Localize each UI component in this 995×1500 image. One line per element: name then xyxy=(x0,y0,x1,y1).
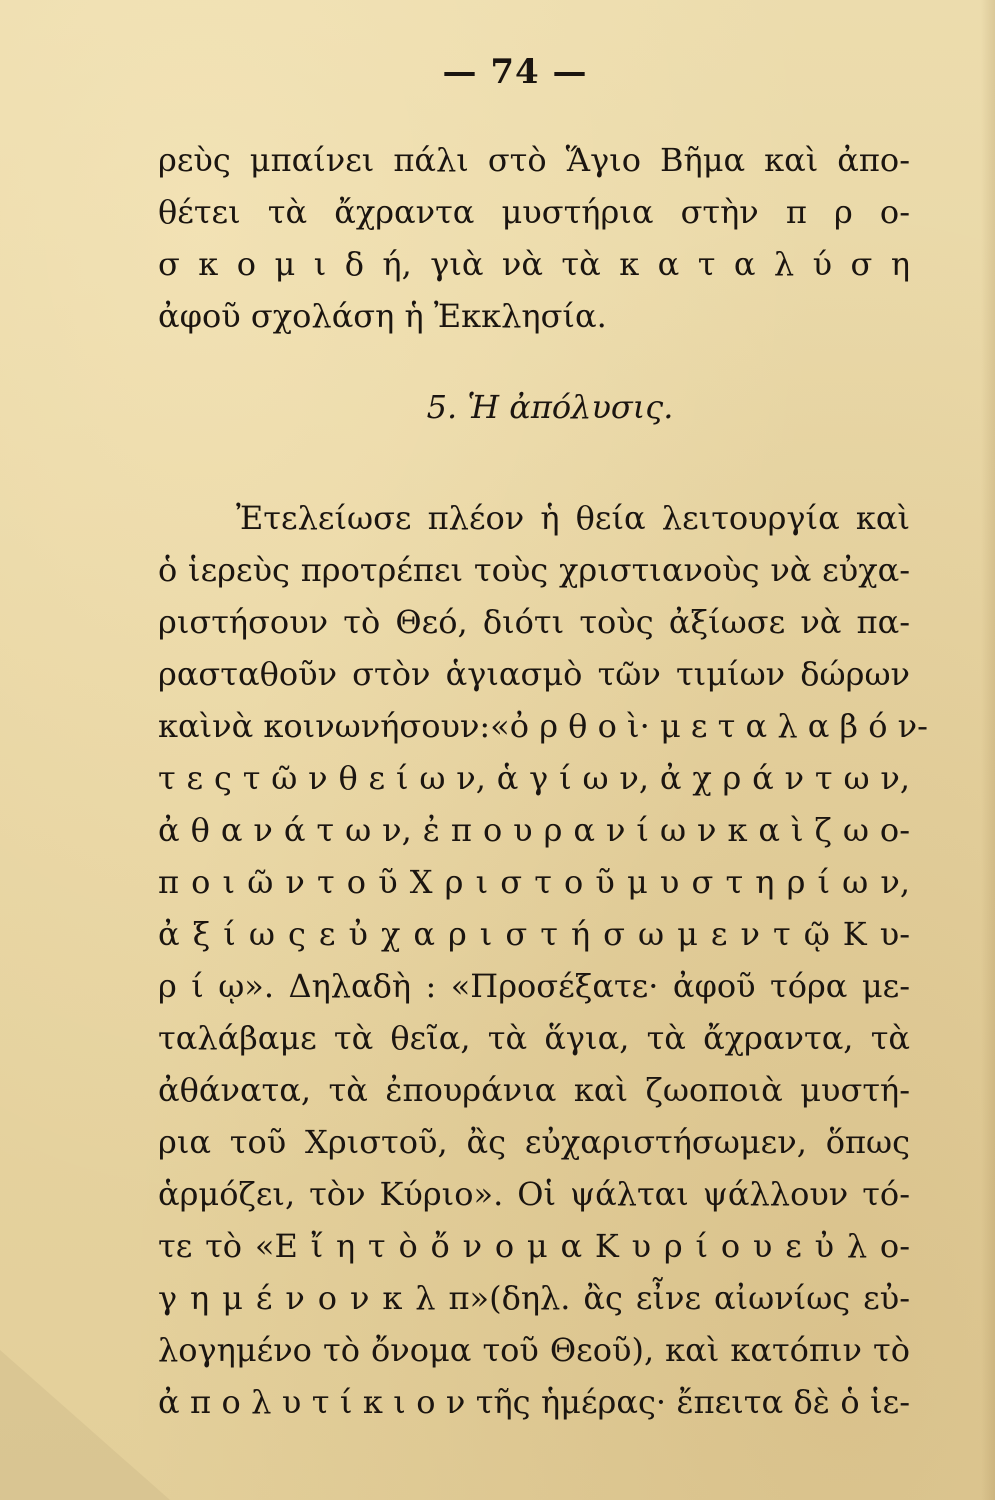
text-line: ἀφοῦ σχολάση ἡ Ἐκκλησία. xyxy=(158,297,607,335)
text-line: σ κ ο μ ι δ ή, γιὰ νὰ τὰ κ α τ α λ ύ σ η xyxy=(158,245,910,283)
text-line: ριστήσουν τὸ Θεό, διότι τοὺς ἀξίωσε νὰ πα- xyxy=(158,603,910,641)
text-line: ὁ ἱερεὺς προτρέπει τοὺς χριστιανοὺς νὰ εὐχα- xyxy=(158,551,910,589)
text-line: ρεὺς μπαίνει πάλι στὸ Ἅγιο Βῆμα καὶ ἀπο- xyxy=(158,141,910,179)
text-line: ρια τοῦ Χριστοῦ, ἂς εὐχαριστήσωμεν, ὅπως xyxy=(158,1123,910,1161)
text-line: ἀ π ο λ υ τ ί κ ι ο ν τῆς ἡμέρας· ἔπειτα δὲ ὁ ἱε- xyxy=(158,1383,910,1421)
text-line: ἁρμόζει, τὸν Κύριο». Οἱ ψάλται ψάλλουν τό- xyxy=(158,1175,910,1213)
text-line: ἀ θ α ν ά τ ω ν, ἐ π ο υ ρ α ν ί ω ν κ α ὶ ζ ω ο- xyxy=(158,811,910,849)
folded-corner xyxy=(0,1350,170,1500)
text-line: θέτει τὰ ἄχραντα μυστήρια στὴν π ρ ο- xyxy=(158,193,910,231)
paragraph-top xyxy=(158,134,910,342)
text-line: τ ε ς τ ῶ ν θ ε ί ω ν, ἁ γ ί ω ν, ἀ χ ρ ά ν τ ω ν, xyxy=(158,759,910,797)
section-heading: 5. Ἡ ἀπόλυσις. xyxy=(426,388,674,426)
paragraph-main xyxy=(158,492,928,1428)
text-line: ρασταθοῦν στὸν ἁγιασμὸ τῶν τιμίων δώρων xyxy=(158,655,910,693)
text-line: καὶνὰ κοινωνήσουν:«ὀ ρ θ ο ὶ· μ ε τ α λ α β ό ν- xyxy=(158,707,928,745)
text-line: ἀθάνατα, τὰ ἐπουράνια καὶ ζωοποιὰ μυστή- xyxy=(158,1071,910,1109)
text-line: τε τὸ «Ε ἴ η τ ὸ ὄ ν ο μ α Κ υ ρ ί ο υ ε ὐ λ ο- xyxy=(158,1227,910,1265)
text-line: ρ ί ῳ». Δηλαδὴ : «Προσέξατε· ἀφοῦ τόρα με- xyxy=(158,967,910,1005)
page-number: — 74 — xyxy=(442,52,588,92)
page-edge-shadow xyxy=(981,0,995,1500)
text-line: Ἐτελείωσε πλέον ἡ θεία λειτουργία καὶ xyxy=(236,499,910,537)
text-line: ταλάβαμε τὰ θεῖα, τὰ ἅγια, τὰ ἄχραντα, τὰ xyxy=(158,1019,910,1057)
text-line: ἀ ξ ί ω ς ε ὐ χ α ρ ι σ τ ή σ ω μ ε ν τ ῷ Κ υ- xyxy=(158,915,910,953)
text-line: γ η μ έ ν ο ν κ λ π»(δηλ. ἂς εἶνε αἰωνίως εὐ- xyxy=(158,1279,910,1317)
text-line: π ο ι ῶ ν τ ο ῦ Χ ρ ι σ τ ο ῦ μ υ σ τ η ρ ί ω ν, xyxy=(158,863,910,901)
text-line: λογημένο τὸ ὄνομα τοῦ Θεοῦ), καὶ κατόπιν τὸ xyxy=(158,1331,910,1369)
